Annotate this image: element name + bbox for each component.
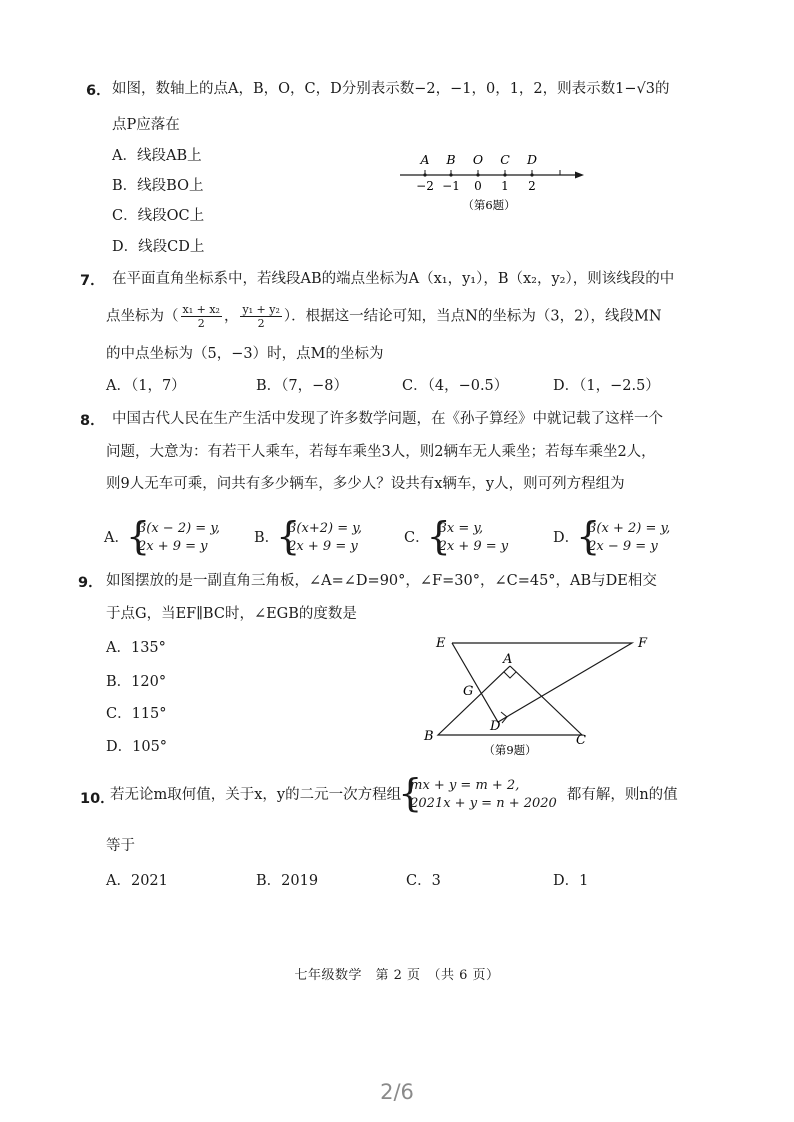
q6-option-d: D．线段CD上 xyxy=(112,239,205,255)
right-angle-mark-a xyxy=(504,672,516,678)
q8-option-c-system xyxy=(430,520,509,556)
q8-d-eq2: 2x − 9 = y xyxy=(588,539,658,554)
q8-option-a xyxy=(104,520,220,556)
q8-stem-line3: 则9人无车可乘，问共有多少辆车，多少人？设共有x辆车，y人，则可列方程组为 xyxy=(106,476,625,492)
q10-option-c: C．3 xyxy=(406,873,441,889)
q8-c-eq2: 2x + 9 = y xyxy=(438,539,509,554)
q6-option-b: B．线段BO上 xyxy=(112,178,204,194)
frac-y-numerator: y₁ + y₂ xyxy=(242,303,280,316)
q7-fraction-x xyxy=(181,303,222,330)
q8-option-a-system xyxy=(129,520,220,556)
q10-eq2: 2021x + y = n + 2020 xyxy=(410,796,557,811)
q9-number: 9． xyxy=(78,575,103,591)
q8-stem-line1: 中国古代人民在生产生活中发现了许多数学问题，在《孙子算经》中就记载了这样一个 xyxy=(112,411,663,427)
q8-number: 8． xyxy=(80,413,105,429)
frac-x-denominator: 2 xyxy=(197,317,205,330)
q8-b-eq1: { 3(x+2) = y, xyxy=(288,521,362,536)
q10-number: 10． xyxy=(80,791,115,807)
q10-line1-prefix: 若无论m取何值，关于x，y的二元一次方程组 xyxy=(110,787,402,803)
axis-number-minus1: −1 xyxy=(442,179,460,193)
frac-y-denominator: 2 xyxy=(257,317,265,330)
q10-option-a: A．2021 xyxy=(106,873,168,889)
q8-option-d-system xyxy=(579,520,670,556)
q9-option-a: A．135° xyxy=(106,640,166,656)
q7-comma: ， xyxy=(223,308,239,325)
q6-number: 6． xyxy=(86,83,111,99)
q9-stem-line1: 如图摆放的是一副直角三角板，∠A=∠D=90°，∠F=30°，∠C=45°，AB与DE相交 xyxy=(106,573,657,589)
vertex-label-b: B xyxy=(424,729,434,744)
q8-option-a-label: A． xyxy=(104,530,129,546)
axis-number-1: 1 xyxy=(501,179,509,193)
right-angle-mark-d xyxy=(501,712,507,723)
q10-line1-suffix: 都有解，则n的值 xyxy=(566,787,678,803)
triangle-abc xyxy=(438,666,582,735)
q8-option-c-label: C． xyxy=(404,530,430,546)
q8-a-eq2: 2x + 9 = y xyxy=(137,539,208,554)
q6-stem-line1: 如图，数轴上的点A，B，O，C，D分别表示数−2，−1，0，1，2，则表示数1−√3的 xyxy=(112,81,670,97)
q9-triangle-figure xyxy=(418,628,658,760)
vertex-label-f: F xyxy=(638,636,648,651)
frac-x-numerator: x₁ + x₂ xyxy=(182,303,220,316)
q7-stem-line1: 在平面直角坐标系中，若线段AB的端点坐标为A（x₁，y₁），B（x₂，y₂），则该线段的中 xyxy=(112,271,675,287)
q9-option-c: C．115° xyxy=(106,706,167,722)
q8-stem-line2: 问题，大意为：有若干人乘车，若每车乘坐3人，则2辆车无人乘坐；若每车乘坐2人， xyxy=(106,444,656,460)
vertex-label-e: E xyxy=(436,636,446,651)
axis-label-c: C xyxy=(500,152,510,167)
q8-option-d-label: D． xyxy=(553,530,580,546)
q9-stem-line2: 于点G，当EF∥BC时，∠EGB的度数是 xyxy=(106,606,357,622)
q6-caption: （第6题） xyxy=(462,198,516,212)
axis-number-2: 2 xyxy=(528,179,536,193)
axis-label-d: D xyxy=(526,152,538,167)
axis-number-0: 0 xyxy=(474,179,482,193)
q10-stem-line2: 等于 xyxy=(106,838,135,854)
axis-label-a: A xyxy=(420,152,430,167)
q8-option-b xyxy=(254,520,362,556)
q8-d-eq1: { 3(x + 2) = y, xyxy=(588,521,671,536)
q10-option-d: D．1 xyxy=(553,873,589,889)
q8-a-eq1: { 3(x − 2) = y, xyxy=(137,521,221,536)
axis-label-o: O xyxy=(472,152,484,167)
vertex-label-d: D xyxy=(490,719,501,734)
vertex-label-a: A xyxy=(503,652,513,667)
q7-option-b: B．（7，−8） xyxy=(256,378,349,394)
q7-option-a: A．（1，7） xyxy=(106,378,186,394)
q7-option-c: C．（4，−0.5） xyxy=(402,378,509,394)
q6-option-a: A．线段AB上 xyxy=(112,148,202,164)
q6-option-c: C．线段OC上 xyxy=(112,208,205,224)
q10-option-b: B．2019 xyxy=(256,873,319,889)
q8-option-b-label: B． xyxy=(254,530,280,546)
page-indicator: 2/6 xyxy=(380,1080,414,1104)
q10-eq1: { mx + y = m + 2, xyxy=(410,778,520,793)
q8-b-eq2: 2x + 9 = y xyxy=(288,539,358,554)
q7-line2-suffix: ）．根据这一结论可知，当点N的坐标为（3，2），线段MN xyxy=(283,308,662,325)
q8-c-eq1: { 3x = y, xyxy=(438,521,484,536)
q8-option-b-system xyxy=(279,520,362,556)
q8-option-c xyxy=(404,520,508,556)
axis-arrow-icon xyxy=(575,172,584,179)
q7-option-d: D．（1，−2.5） xyxy=(553,378,660,394)
q7-fraction-y xyxy=(240,303,281,330)
page-footer: 七年级数学 第 2 页 （共 6 页） xyxy=(294,968,500,983)
axis-label-b: B xyxy=(446,152,456,167)
vertex-label-c: C xyxy=(576,733,586,748)
q9-option-d: D．105° xyxy=(106,739,168,755)
triangle-efd xyxy=(452,643,632,722)
q9-caption: （第9题） xyxy=(483,743,537,757)
q6-number-line-figure xyxy=(392,148,592,218)
q10-stem-line1 xyxy=(110,777,678,813)
q7-stem-line2 xyxy=(106,303,662,330)
q7-stem-line3: 的中点坐标为（5，−3）时，点M的坐标为 xyxy=(106,346,384,362)
q7-line2-prefix: 点坐标为（ xyxy=(106,308,179,325)
axis-number-minus2: −2 xyxy=(416,179,434,193)
q8-option-d xyxy=(553,520,670,556)
q10-equation-system xyxy=(401,777,557,813)
vertex-label-g: G xyxy=(463,684,474,699)
q9-option-b: B．120° xyxy=(106,674,167,690)
q7-number: 7． xyxy=(80,273,105,289)
q6-stem-line2: 点P应落在 xyxy=(112,117,180,133)
